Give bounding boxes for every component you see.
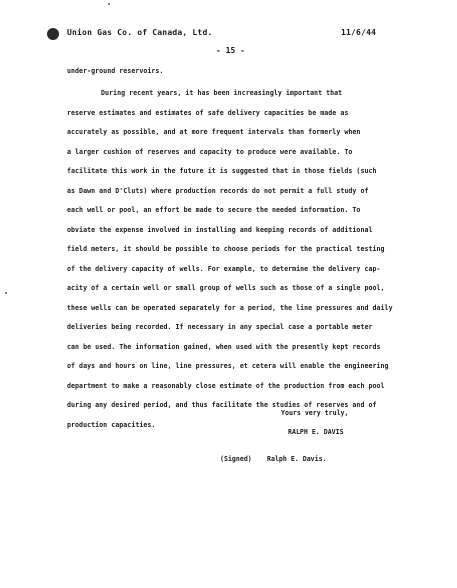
body-line: production capacities. <box>67 420 156 429</box>
signed-label: (Signed) <box>220 455 252 463</box>
page-number: - 15 - <box>216 46 245 55</box>
body-line: obviate the expense involved in installing and keeping records of additional <box>67 225 373 234</box>
body-line: accurately as possible, and at more frequent intervals than formerly when <box>67 128 361 136</box>
salutation: Yours very truly, <box>281 409 349 417</box>
body-line: can be used. The information gained, when used with the presently kept records <box>67 342 381 351</box>
body-line: field meters, it should be possible to choose periods for the practical testing <box>67 245 385 253</box>
body-line: of days and hours on line, line pressures, et cetera will enable the engineering <box>67 362 389 370</box>
body-line: deliveries being recorded. If necessary in any special case a portable meter <box>67 323 373 331</box>
body-line: facilitate this work in the future it is suggested that in those fields (such <box>67 167 377 175</box>
body-line: reserve estimates and estimates of safe delivery capacities be made as <box>67 108 349 117</box>
body-line: during any desired period, and thus facilitate the studies of reserves and of <box>67 401 377 409</box>
scan-speck <box>108 3 110 5</box>
letter-date: 11/6/44 <box>341 28 377 37</box>
body-line: a larger cushion of reserves and capacity to produce were available. To <box>67 147 353 156</box>
company-header: Union Gas Co. of Canada, Ltd. <box>67 28 213 37</box>
body-line: each well or pool, an effort be made to secure the needed information. To <box>67 206 361 214</box>
body-line: department to make a reasonably close estimate of the production from each pool <box>67 381 385 390</box>
body-line: as Dawn and D'Cluts) where production records do not permit a full study of <box>67 186 369 195</box>
scan-speck <box>5 292 7 294</box>
punch-hole-mark <box>47 28 59 40</box>
body-line: acity of a certain well or small group of wells such as those of a single pool, <box>67 284 385 292</box>
body-line: these wells can be operated separately for a period, the line pressures and daily <box>67 303 393 312</box>
signed-name: Ralph E. Davis. <box>267 455 327 463</box>
body-line: under-ground reservoirs. <box>67 67 164 75</box>
body-line: of the delivery capacity of wells. For example, to determine the delivery cap- <box>67 264 381 273</box>
signer-name: RALPH E. DAVIS <box>288 428 344 436</box>
body-line: During recent years, it has been increasingly important that <box>101 89 343 97</box>
